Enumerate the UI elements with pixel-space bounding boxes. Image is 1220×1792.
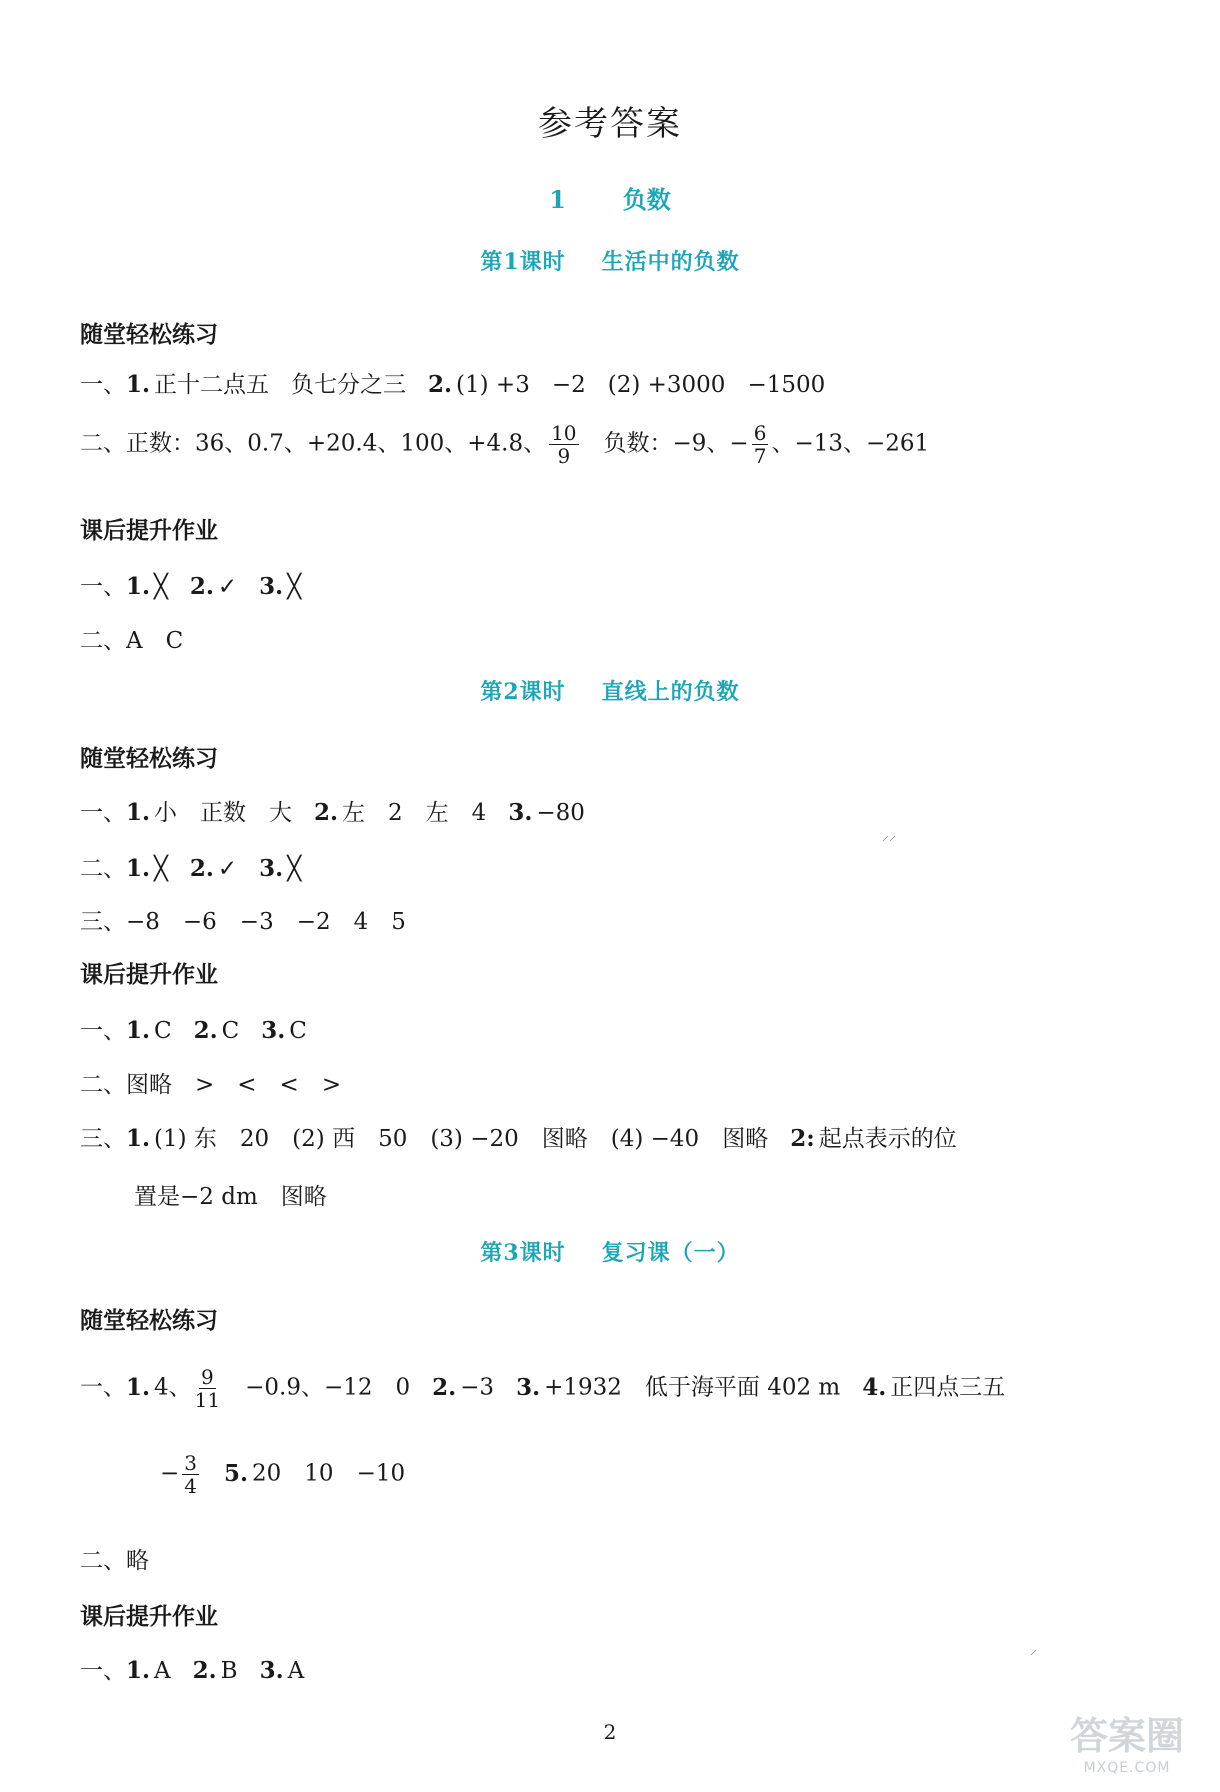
text: 、−13、−261 bbox=[771, 430, 930, 457]
text: 一、 bbox=[80, 1374, 126, 1401]
lesson-3-practice-line-3: 二、略 bbox=[80, 1548, 149, 1574]
text: 一、 bbox=[80, 574, 126, 600]
denominator: 4 bbox=[184, 1474, 198, 1498]
text: −0.9、−12 0 bbox=[245, 1374, 411, 1401]
cross-mark-icon: ╳ bbox=[154, 856, 168, 882]
item-number: 2. bbox=[192, 1657, 217, 1684]
lesson-2-practice-line-3: 三、−8 −6 −3 −2 4 5 bbox=[80, 909, 406, 935]
denominator: 7 bbox=[753, 444, 767, 468]
cross-mark-icon: ╳ bbox=[287, 574, 302, 600]
item-number: 4. bbox=[862, 1373, 887, 1401]
text: 正十二点五 bbox=[154, 372, 270, 398]
text: (1) 东 20 (2) 西 50 (3) −20 图略 (4) −40 图略 bbox=[154, 1126, 769, 1152]
lesson-1-name: 生活中的负数 bbox=[601, 249, 740, 275]
item-number: 2. bbox=[428, 371, 453, 398]
text: 二、正数：36、0.7、+20.4、100、+4.8、 bbox=[80, 430, 547, 457]
lesson-1-practice-label: 随堂轻松练习 bbox=[80, 322, 218, 348]
item-number: 3. bbox=[508, 799, 533, 826]
lesson-3-homework-label: 课后提升作业 bbox=[80, 1604, 218, 1630]
text: −1500 bbox=[747, 372, 826, 398]
text: 20 10 −10 bbox=[252, 1460, 406, 1487]
text: 二、 bbox=[80, 856, 126, 882]
text: (1) +3 bbox=[456, 372, 530, 398]
text: 小 正数 大 bbox=[154, 800, 293, 826]
item-number: 3. bbox=[516, 1373, 541, 1401]
text: C bbox=[289, 1018, 307, 1044]
text: −3 bbox=[460, 1374, 495, 1401]
text: −2 bbox=[551, 372, 586, 398]
watermark-text: 答案圈 bbox=[1069, 1714, 1184, 1758]
lesson-3-practice-line-2 bbox=[160, 1452, 405, 1497]
unit-number: 1 bbox=[549, 185, 566, 214]
item-number: 2. bbox=[314, 799, 339, 826]
check-mark-icon: ✓ bbox=[217, 574, 238, 600]
text: 起点表示的位 bbox=[818, 1126, 957, 1152]
lesson-2-heading bbox=[0, 675, 1220, 706]
item-number: 1. bbox=[126, 573, 151, 600]
lesson-1-practice-line-1 bbox=[80, 366, 825, 399]
lesson-3-prefix: 第3课时 bbox=[480, 1240, 566, 1266]
page-title: 参考答案 bbox=[538, 104, 682, 144]
lesson-1-prefix: 第1课时 bbox=[480, 249, 566, 275]
lesson-1-homework-label: 课后提升作业 bbox=[80, 518, 218, 544]
lesson-3-practice-line-1 bbox=[80, 1366, 1005, 1411]
text: C bbox=[221, 1018, 240, 1044]
item-number: 3. bbox=[259, 855, 284, 882]
text: 三、 bbox=[80, 1126, 126, 1152]
text: (2) +3000 bbox=[607, 372, 726, 398]
denominator: 9 bbox=[557, 444, 571, 468]
item-number: 5. bbox=[224, 1459, 249, 1487]
text: −80 bbox=[536, 800, 585, 826]
item-number: 2. bbox=[193, 1017, 218, 1044]
unit-heading bbox=[0, 180, 1220, 215]
text: 左 2 左 4 bbox=[342, 800, 487, 826]
text: 一、 bbox=[80, 800, 126, 826]
lesson-3-practice-label: 随堂轻松练习 bbox=[80, 1308, 218, 1334]
text: B bbox=[220, 1658, 238, 1684]
lesson-3-heading bbox=[0, 1236, 1220, 1267]
lesson-2-homework-line-2: 二、图略 > < < > bbox=[80, 1072, 342, 1098]
check-mark-icon: ✓ bbox=[217, 856, 238, 882]
item-number: 2. bbox=[189, 573, 214, 600]
fraction bbox=[549, 422, 578, 467]
item-number: 1. bbox=[126, 1373, 151, 1401]
numerator: 9 bbox=[201, 1365, 214, 1389]
item-number: 1. bbox=[126, 799, 151, 826]
text: 一、 bbox=[80, 1658, 126, 1684]
unit-name: 负数 bbox=[622, 185, 671, 214]
text: A bbox=[287, 1658, 305, 1684]
lesson-2-homework-label: 课后提升作业 bbox=[80, 962, 218, 988]
item-number: 3. bbox=[259, 573, 284, 600]
lesson-2-practice-line-2 bbox=[80, 850, 301, 883]
item-number: 1. bbox=[126, 1017, 151, 1044]
text: 正四点三五 bbox=[890, 1374, 1006, 1401]
text: − bbox=[160, 1460, 180, 1487]
item-number: 1. bbox=[126, 371, 151, 398]
lesson-2-prefix: 第2课时 bbox=[480, 679, 566, 705]
item-number: 1. bbox=[126, 1657, 151, 1684]
item-number: 2. bbox=[189, 855, 214, 882]
numerator: 10 bbox=[551, 421, 577, 445]
item-number: 1. bbox=[126, 1125, 151, 1152]
item-number: 3. bbox=[261, 1017, 286, 1044]
text: 负数：−9、− bbox=[603, 430, 749, 457]
fraction bbox=[752, 422, 769, 467]
text: +1932 低于海平面 402 m bbox=[544, 1374, 841, 1401]
text: 负七分之三 bbox=[291, 372, 407, 398]
watermark-logo bbox=[1052, 1705, 1202, 1783]
lesson-1-heading bbox=[0, 245, 1220, 276]
cross-mark-icon: ╳ bbox=[287, 856, 302, 882]
item-number: 1. bbox=[126, 855, 151, 882]
text: 一、 bbox=[80, 372, 126, 398]
text: A bbox=[154, 1658, 171, 1684]
denominator: 11 bbox=[194, 1388, 221, 1412]
lesson-1-homework-line-2: 二、A C bbox=[80, 628, 184, 654]
text: 一、 bbox=[80, 1018, 126, 1044]
lesson-2-practice-line-1 bbox=[80, 794, 585, 827]
cross-mark-icon: ╳ bbox=[154, 574, 168, 600]
text: C bbox=[154, 1018, 172, 1044]
fraction bbox=[182, 1452, 199, 1497]
item-number: 2: bbox=[790, 1125, 815, 1152]
lesson-1-practice-line-2 bbox=[80, 422, 929, 467]
lesson-2-name: 直线上的负数 bbox=[601, 679, 740, 705]
item-number: 3. bbox=[259, 1657, 284, 1684]
lesson-2-homework-line-1 bbox=[80, 1012, 307, 1045]
numerator: 6 bbox=[753, 421, 767, 445]
lesson-1-homework-line-1 bbox=[80, 568, 301, 601]
lesson-3-name: 复习课（一） bbox=[601, 1240, 740, 1266]
lesson-2-homework-line-4: 置是−2 dm 图略 bbox=[134, 1184, 327, 1210]
scan-mark: ⸝ bbox=[1030, 1642, 1037, 1658]
scan-mark: ⸝⸝ bbox=[882, 828, 896, 844]
text: 4、 bbox=[154, 1374, 192, 1401]
lesson-3-homework-line-1 bbox=[80, 1652, 304, 1685]
lesson-2-homework-line-3 bbox=[80, 1120, 957, 1153]
fraction bbox=[195, 1366, 220, 1411]
numerator: 3 bbox=[184, 1451, 198, 1475]
lesson-2-practice-label: 随堂轻松练习 bbox=[80, 746, 218, 772]
watermark-url: MXQE.COM bbox=[1083, 1760, 1171, 1776]
page-number: 2 bbox=[603, 1720, 617, 1744]
item-number: 2. bbox=[432, 1373, 457, 1401]
